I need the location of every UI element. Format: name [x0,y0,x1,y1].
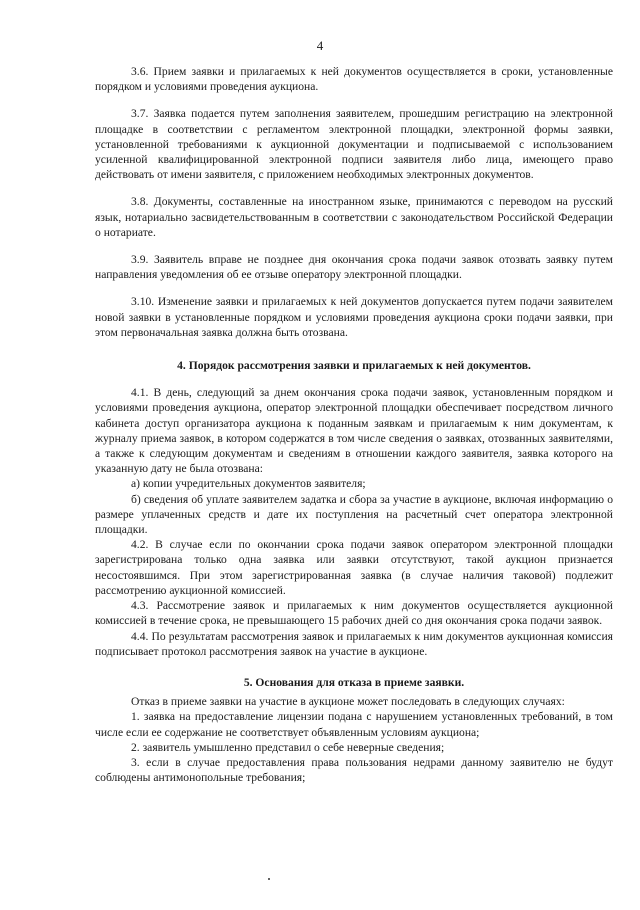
paragraph-4-2: 4.2. В случае если по окончании срока подачи заявок оператором электронной площадки зарегистрирована только одна заявка или заявки отсутствуют, такой аукцион признается несостоявшимся. При этом зарегистрированная заявка (в случае наличия таковой) подлежит рассмотрению аукционной комиссией. [95,538,613,597]
paragraph-3-9: 3.9. Заявитель вправе не позднее дня окончания срока подачи заявок отозвать заявку путем направления уведомления об ее отзыве оператору электронной площадки. [95,253,613,282]
scan-speck [268,878,270,880]
paragraph-3-7: 3.7. Заявка подается путем заполнения заявителем, прошедшим регистрацию на электронной площадке в соответствии с регламентом электронной площадки, электронной формы заявки, установленной требованиями к аукционной документации и подписываемой с использованием усиленной квалифицированной электронной подписи заявителя либо лица, имеющего право действовать от имени заявителя, с приложением необходимых электронных документов. [95,107,613,182]
paragraph-5-3: 3. если в случае предоставления права пользования недрами данному заявителю не будут соблюдены антимонопольные требования; [95,755,613,785]
page-number: 4 [316,38,324,53]
paragraph-5-2: 2. заявитель умышленно представил о себе неверные сведения; [131,740,445,754]
paragraph-5-1: 1. заявка на предоставление лицензии подана с нарушением установленных требований, в том числе если ее содержание не соответствует объявленным условиям аукциона; [95,710,613,739]
paragraph-3-6: 3.6. Прием заявки и прилагаемых к ней документов осуществляется в сроки, установленные порядком и условиями проведения аукциона. [95,65,613,94]
section-5-heading: 5. Основания для отказа в приеме заявки. [243,675,465,689]
paragraph-4-1: 4.1. В день, следующий за днем окончания срока подачи заявок, установленным порядком и условиями проведения аукциона, оператор электронной площадки обеспечивает посредством личного кабинета доступ организатора аукциона к поданным заявкам и прилагаемым к ним документам, к журналу приема заявок, в котором содержатся в том числе сведения о заявках, отозванных заявителями, а также к следующим документам и сведениям в отношении каждого заявителя, заявка которого на указанную дату не была отозвана: [95,386,613,476]
paragraph-4-3: 4.3. Рассмотрение заявок и прилагаемых к ним документов осуществляется аукционной комиссией в течение срока, не превышающего 15 рабочих дней со дня окончания срока подачи заявок. [95,599,613,628]
paragraph-5-intro: Отказ в приеме заявки на участие в аукционе может последовать в следующих случаях: [131,695,565,709]
paragraph-3-8: 3.8. Документы, составленные на иностранном языке, принимаются с переводом на русский язык, нотариально засвидетельствованным в соответствии с законодательством Российской Федерации о нотариате. [95,195,613,239]
section-4-heading: 4. Порядок рассмотрения заявки и прилагаемых к ней документов. [177,359,531,373]
paragraph-4-1-b: б) сведения об уплате заявителем задатка и сбора за участие в аукционе, включая информацию о размере уплаченных средств и дате их поступления на расчетный счет оператора электронной площадки. [95,492,613,537]
paragraph-4-1-a: а) копии учредительных документов заявителя; [131,477,366,491]
paragraph-3-10: 3.10. Изменение заявки и прилагаемых к ней документов допускается путем подачи заявителем новой заявки в установленные порядком и условиями проведения аукциона сроки подачи заявки, при этом первоначальная заявка должна быть отозвана. [95,295,613,339]
document-body [95,64,613,785]
paragraph-4-4: 4.4. По результатам рассмотрения заявок и прилагаемых к ним документов аукционная комиссия подписывает протокол рассмотрения заявок на участие в аукционе. [95,629,613,658]
